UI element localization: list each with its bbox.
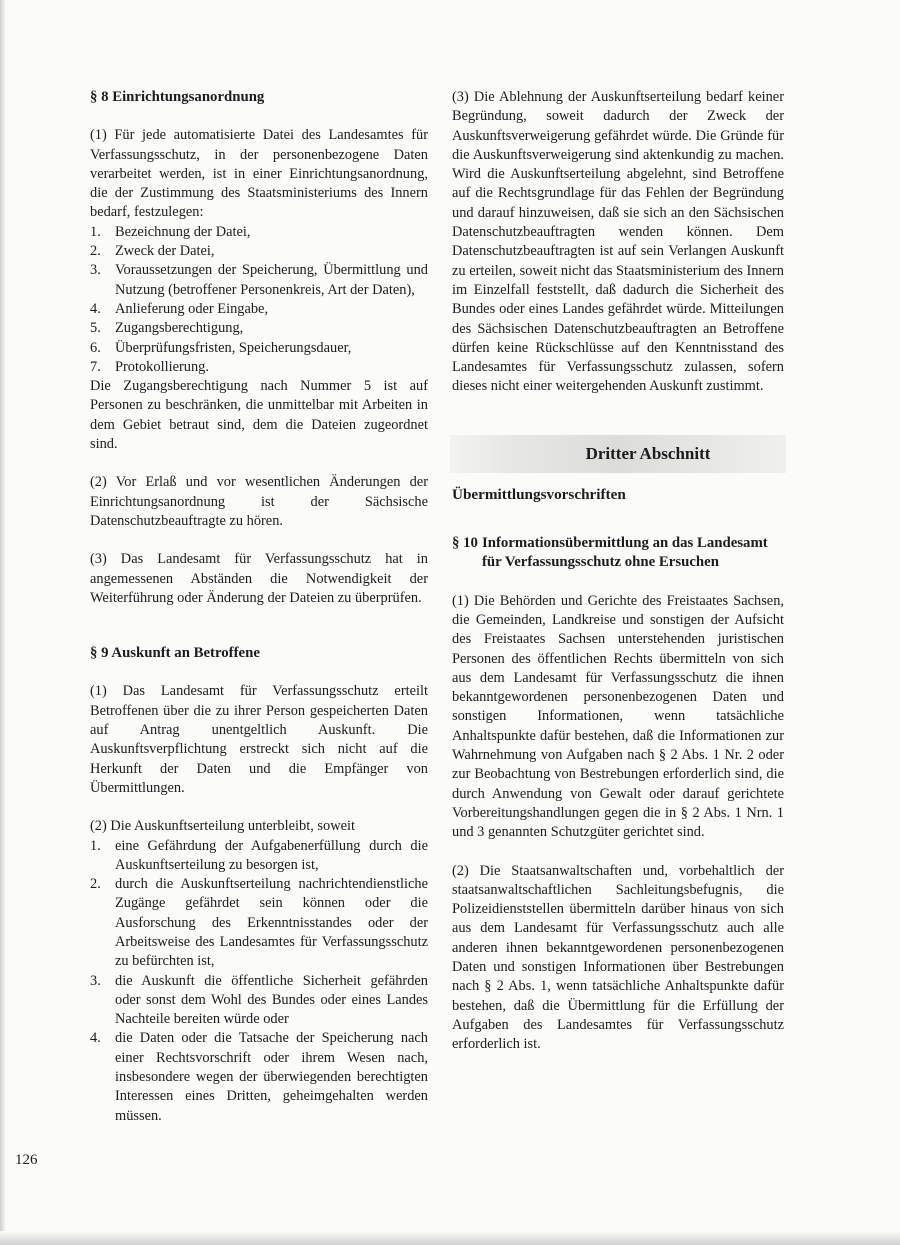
list-text: Voraussetzungen der Speicherung, Übermittlung und Nutzung (betroffener Personenkreis, Art der Daten), xyxy=(115,262,428,298)
list-number: 1. xyxy=(90,837,101,854)
section-8-paragraph-3: (3) Das Landesamt für Verfassungsschutz hat in angemessenen Abständen die Notwendigkeit der Weiterführung oder Änderung der Dateien zu überprüfen. xyxy=(90,551,428,606)
list-number: 2. xyxy=(90,876,101,893)
list-number: 1. xyxy=(90,223,101,240)
scan-edge-bottom xyxy=(0,1231,900,1245)
list-number: 3. xyxy=(90,972,101,989)
chapter-title: Dritter Abschnitt xyxy=(585,444,711,464)
list-item xyxy=(90,300,428,319)
list-item xyxy=(90,319,428,338)
list-number: 4. xyxy=(90,300,101,317)
section-9-paragraph-3: (3) Die Ablehnung der Auskunftserteilung bedarf keiner Begründung, soweit dadurch der Zweck der Auskunftsverweigerung gefährdet würde. Die Gründe für die Auskunftsverweigerung sind aktenkundig zu machen. Wird die Auskunftserteilung abgelehnt, sind Betroffene auf die Rechtsgrundlage für das Fehlen der Begründung und darauf hinzuweisen, daß sie sich an den Sächsischen Datenschutzbeauftragten wenden können. Dem Datenschutzbeauftragten ist auf sein Verlangen Auskunft zu erteilen, soweit nicht das Staatsministerium des Innern im Einzelfall feststellt, daß dadurch die Sicherheit des Bundes oder eines Landes gefährdet würde. Mitteilungen des Sächsischen Datenschutzbeauftragten an Betroffene dürfen keine Rückschlüsse auf den Kenntnisstand des Landesamtes für Verfassungsschutz zulassen, sofern dieses nicht einer weitergehenden Auskunft zustimmt. xyxy=(452,89,784,395)
list-text: Überprüfungsfristen, Speicherungsdauer, xyxy=(115,339,352,356)
list-text: die Daten oder die Tatsache der Speicherung nach einer Rechtsvorschrift oder ihrem Wesen nach, insbesondere wegen der überwiegenden berechtigten Interessen eines Dritten, geheimgehalten werden müssen. xyxy=(115,1030,428,1124)
list-item xyxy=(90,837,428,876)
list-text: eine Gefährdung der Aufgabenerfüllung durch die Auskunftserteilung zu besorgen ist, xyxy=(115,837,428,873)
section-8-paragraph-2: (2) Vor Erlaß und vor wesentlichen Änderungen der Einrichtungsanordnung ist der Sächsische Datenschutzbeauftragte zu hören. xyxy=(90,474,428,529)
left-column xyxy=(90,88,428,1126)
list-number: 2. xyxy=(90,243,101,260)
list-item xyxy=(90,242,428,261)
list-text: die Auskunft die öffentliche Sicherheit gefährden oder sonst dem Wohl des Bundes oder eines Landes Nachteile bereiten würde oder xyxy=(115,972,428,1028)
list-text: durch die Auskunftserteilung nachrichtendienstliche Zugänge gefährdet sein können oder die Ausforschung des Erkenntnisstandes oder der Arbeitsweise des Landesamtes für Verfassungsschutz zu befürchten ist, xyxy=(115,876,428,970)
section-10-heading xyxy=(452,534,784,573)
section-9-list xyxy=(90,837,428,1126)
page-number: 126 xyxy=(15,1152,38,1168)
list-item xyxy=(90,358,428,377)
section-10-paragraph-2: (2) Die Staatsanwaltschaften und, vorbehaltlich der staatsanwaltschaftlichen Sachleitungsbefugnis, die Polizeidienststellen übermitteln darüber hinaus von sich aus dem Landesamt für Verfassungsschutz auch alle anderen ihnen bekanntgewordenen personenbezogenen Daten und sonstigen Informationen über Bestrebungen nach § 2 Abs. 1, wenn tatsächliche Anhaltspunkte dafür bestehen, daß die Übermittlung für die Erfüllung der Aufgaben des Landesamtes für Verfassungsschutz erforderlich ist. xyxy=(452,862,784,1053)
list-number: 3. xyxy=(90,262,101,279)
section-8-heading: § 8 Einrichtungsanordnung xyxy=(90,89,265,105)
section-8-paragraph-1-end: Die Zugangsberechtigung nach Nummer 5 ist auf Personen zu beschränken, die unmittelbar mit Arbeiten in dem Gebiet betraut sind, dem die Dateien zugeordnet sind. xyxy=(90,378,428,453)
chapter-subtitle: Übermittlungsvorschriften xyxy=(452,485,626,503)
list-text: Protokollierung. xyxy=(115,358,209,375)
scan-edge-left xyxy=(0,0,6,1245)
chapter-title-band xyxy=(450,435,786,473)
list-number: 7. xyxy=(90,358,101,375)
list-text: Bezeichnung der Datei, xyxy=(115,223,251,240)
list-number: 5. xyxy=(90,320,101,337)
list-item xyxy=(90,972,428,1030)
section-8-list xyxy=(90,223,428,377)
list-text: Anlieferung oder Eingabe, xyxy=(115,300,269,317)
list-item xyxy=(90,339,428,358)
list-item xyxy=(90,875,428,971)
list-item xyxy=(90,223,428,242)
section-10-title: Informationsübermittlung an das Landesamt für Verfassungsschutz ohne Ersuchen xyxy=(482,535,768,571)
section-10-paragraph-1: (1) Die Behörden und Gerichte des Freistaates Sachsen, die Gemeinden, Landkreise und sonstigen der Aufsicht des Freistaates Sachsen unterstehenden juristischen Personen des öffentlichen Rechts übermitteln von sich aus dem Landesamt für Verfassungsschutz die ihnen bekanntgewordenen personenbezogenen Daten und sonstigen Informationen, wenn tatsächliche Anhaltspunkte dafür bestehen, daß die Informationen zur Wahrnehmung von Aufgaben nach § 2 Abs. 1 Nr. 2 oder zur Beobachtung von Bestrebungen erforderlich sind, die durch Anwendung von Gewalt oder darauf gerichtete Vorbereitungshandlungen gegen die in § 2 Abs. 1 Nrn. 1 und 3 genannten Schutzgüter gerichtet sind. xyxy=(452,592,784,841)
section-9-paragraph-1: (1) Das Landesamt für Verfassungsschutz erteilt Betroffenen über die zu ihrer Person gespeicherten Daten auf Antrag unentgeltlich Auskunft. Die Auskunftsverpflichtung erstreckt sich nicht auf die Herkunft der Daten und die Empfänger von Übermittlungen. xyxy=(90,683,428,796)
list-text: Zugangsberechtigung, xyxy=(115,320,244,337)
list-number: 6. xyxy=(90,339,101,356)
section-10-number: § 10 xyxy=(452,535,478,552)
section-8-paragraph-1: (1) Für jede automatisierte Datei des Landesamtes für Verfassungsschutz, in der personenbezogene Daten verarbeitet werden, ist in einer Einrichtungsanordnung, die der Zustimmung des Staatsministeriums des Innern bedarf, festzulegen: xyxy=(90,127,428,221)
list-item xyxy=(90,261,428,300)
section-9-paragraph-2: (2) Die Auskunftserteilung unterbleibt, soweit xyxy=(90,818,355,835)
section-9-heading: § 9 Auskunft an Betroffene xyxy=(90,645,260,662)
list-item xyxy=(90,1029,428,1125)
list-number: 4. xyxy=(90,1030,101,1047)
right-column xyxy=(452,88,784,1054)
list-text: Zweck der Datei, xyxy=(115,243,215,260)
